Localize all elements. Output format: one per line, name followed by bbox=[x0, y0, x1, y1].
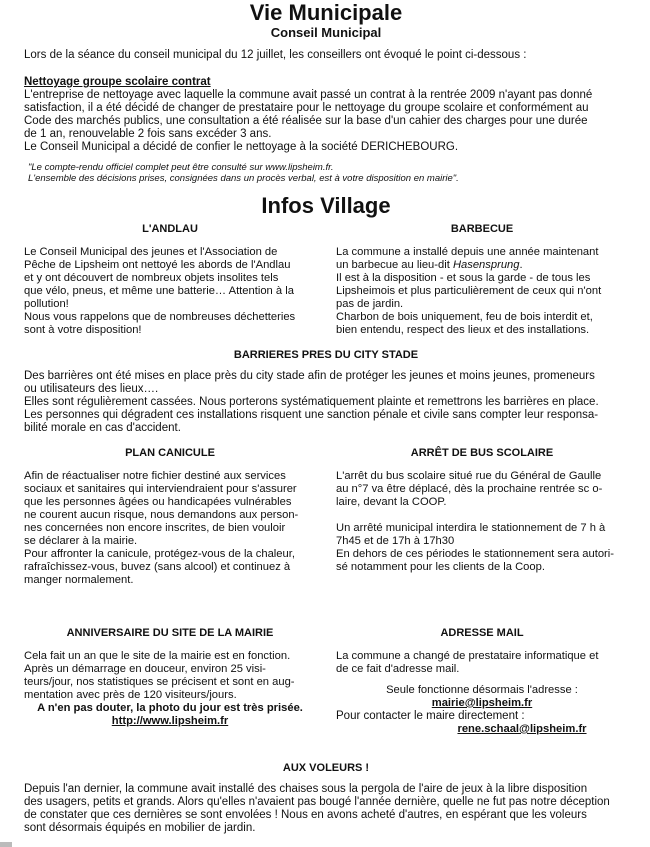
scan-corner-mark bbox=[0, 842, 12, 847]
bus-line: 7h45 et de 17h à 17h30 bbox=[336, 535, 455, 547]
andlau-line: que vélo, pneus, et même une batterie… Attention à la bbox=[24, 285, 294, 297]
nettoyage-line: de 1 an, renouvelable 2 fois sans excéder 3 ans. bbox=[24, 128, 272, 140]
page-title: Vie Municipale bbox=[249, 0, 403, 25]
andlau-line: Le Conseil Municipal des jeunes et l'Association de bbox=[24, 246, 278, 258]
barbecue-text: . bbox=[519, 259, 523, 271]
adresse-article bbox=[336, 627, 628, 736]
bus-heading: ARRÊT DE BUS SCOLAIRE bbox=[410, 447, 554, 459]
andlau-line: sont à votre disposition! bbox=[24, 324, 142, 336]
andlau-heading: L'ANDLAU bbox=[142, 223, 198, 235]
intro-text: Lors de la séance du conseil municipal du 12 juillet, les conseillers ont évoqué le point ci-dessous : bbox=[24, 49, 527, 61]
mairie-email-link[interactable]: mairie@lipsheim.fr bbox=[431, 697, 533, 709]
voleurs-line: Depuis l'an dernier, la commune avait installé des chaises sous la pergola de l'aire de jeux à la libre disposition bbox=[24, 783, 588, 795]
anniversaire-heading: ANNIVERSAIRE DU SITE DE LA MAIRIE bbox=[66, 627, 274, 639]
adresse-line: de ce fait d'adresse mail. bbox=[336, 663, 460, 675]
adresse-label: Seule fonctionne désormais l'adresse : bbox=[386, 684, 578, 696]
barbecue-heading: BARBECUE bbox=[450, 223, 514, 235]
anniversaire-line: mentation avec près de 120 visiteurs/jours. bbox=[24, 689, 237, 701]
canicule-heading: PLAN CANICULE bbox=[125, 447, 215, 459]
andlau-line: et y ont découvert de nombreux objets insolites tels bbox=[24, 272, 279, 284]
row-anniversaire-adresse bbox=[24, 627, 628, 736]
voleurs-line: des usagers, petits et grands. Alors qu'elles n'avaient pas bougé l'année dernière, quelle ne fut pas notre déception bbox=[24, 796, 610, 808]
canicule-line: manger normalement. bbox=[24, 574, 134, 586]
canicule-line: Afin de réactualiser notre fichier destiné aux services bbox=[24, 470, 286, 482]
barrieres-line: Les personnes qui dégradent ces installations risquent une sanction pénale et civile sans compter leur responsa- bbox=[24, 409, 599, 421]
nettoyage-line: satisfaction, il a été décidé de changer de prestataire pour le nettoyage du groupe scolaire et conformément au bbox=[24, 102, 589, 114]
barrieres-line: ou utilisateurs des lieux…. bbox=[24, 383, 159, 395]
barbecue-line: La commune a installé depuis une année maintenant bbox=[336, 246, 599, 258]
barrieres-line: bilité morale en cas d'accident. bbox=[24, 422, 181, 434]
canicule-line: rafraîchissez-vous, buvez (sans alcool) et continuez à bbox=[24, 561, 291, 573]
andlau-article bbox=[24, 223, 316, 337]
andlau-line: Pêche de Lipsheim ont nettoyé les abords de l'Andlau bbox=[24, 259, 291, 271]
barbecue-line bbox=[336, 259, 628, 272]
nettoyage-line: Le Conseil Municipal a décidé de confier le nettoyage à la société DERICHEBOURG. bbox=[24, 141, 459, 153]
canicule-line: Pour affronter la canicule, protégez-vous de la chaleur, bbox=[24, 548, 295, 560]
nettoyage-title: Nettoyage groupe scolaire contrat bbox=[24, 76, 211, 88]
barbecue-line: pas de jardin. bbox=[336, 298, 404, 310]
nettoyage-line: Code des marchés publics, une consultation a été réalisée sur la base d'un cahier des charges pour une durée bbox=[24, 115, 588, 127]
andlau-line: Nous vous rappelons que de nombreuses déchetteries bbox=[24, 311, 296, 323]
quote-line: L'ensemble des décisions prises, consignées dans un procès verbal, est à votre disposition en mairie". bbox=[28, 173, 459, 184]
official-report-note bbox=[28, 162, 628, 184]
bus-line: Un arrêté municipal interdira le stationnement de 7 h à bbox=[336, 522, 606, 534]
bus-article bbox=[336, 447, 628, 587]
bus-line: au n°7 va être déplacé, dès la prochaine rentrée sc o- bbox=[336, 483, 603, 495]
adresse-line: La commune a changé de prestataire informatique et bbox=[336, 650, 599, 662]
adresse-label: Pour contacter le maire directement : bbox=[336, 710, 525, 722]
barrieres-heading: BARRIERES PRES DU CITY STADE bbox=[233, 349, 419, 361]
anniversaire-line: teurs/jour, nos statistiques se précisent et sont en aug- bbox=[24, 676, 295, 688]
barrieres-line: Elles sont régulièrement cassées. Nous porterons systématiquement plainte et remettrons les barrières en place. bbox=[24, 396, 599, 408]
infos-village-title: Infos Village bbox=[261, 193, 391, 218]
barbecue-line: Lipsheimois et plus particulièrement de ceux qui n'ont bbox=[336, 285, 602, 297]
anniversaire-line: Après un démarrage en douceur, environ 25 visi- bbox=[24, 663, 266, 675]
voleurs-article bbox=[24, 762, 628, 835]
barbecue-line: Charbon de bois uniquement, feu de bois interdit et, bbox=[336, 311, 593, 323]
place-name: Hasensprung bbox=[452, 259, 520, 271]
canicule-line: ne courent aucun risque, nous demandons aux person- bbox=[24, 509, 299, 521]
barbecue-text: un barbecue au lieu-dit bbox=[336, 259, 453, 271]
bus-line: L'arrêt du bus scolaire situé rue du Général de Gaulle bbox=[336, 470, 602, 482]
bus-line: laire, devant la COOP. bbox=[336, 496, 447, 508]
bus-line: sé notamment pour les clients de la Coop. bbox=[336, 561, 545, 573]
canicule-line: que les personnes âgées ou handicapées vulnérables bbox=[24, 496, 292, 508]
page-subtitle: Conseil Municipal bbox=[270, 25, 382, 40]
voleurs-heading: AUX VOLEURS ! bbox=[282, 762, 370, 774]
barbecue-line: bien entendu, respect des lieux et des installations. bbox=[336, 324, 590, 336]
andlau-line: pollution! bbox=[24, 298, 69, 310]
barrieres-line: Des barrières ont été mises en place près du city stade afin de protéger les jeunes et moins jeunes, promeneurs bbox=[24, 370, 595, 382]
barbecue-line: Il est à la disposition - et sous la garde - de tous les bbox=[336, 272, 591, 284]
row-canicule-bus bbox=[24, 447, 628, 587]
nettoyage-line: L'entreprise de nettoyage avec laquelle la commune avait passé un contrat à la rentrée 2009 n'ayant pas donné bbox=[24, 89, 593, 101]
website-link[interactable]: http://www.lipsheim.fr bbox=[111, 715, 229, 727]
nettoyage-section bbox=[24, 76, 628, 184]
voleurs-line: de constater que ces dernières se sont envolées ! Nous en avons acheté d'autres, en espérant que les voleurs bbox=[24, 809, 587, 821]
anniversaire-article bbox=[24, 627, 316, 736]
barbecue-article bbox=[336, 223, 628, 337]
bus-line: En dehors de ces périodes le stationnement sera autori- bbox=[336, 548, 614, 560]
voleurs-line: sont désormais équipés en mobilier de jardin. bbox=[24, 822, 256, 834]
anniversaire-line: Cela fait un an que le site de la mairie est en fonction. bbox=[24, 650, 291, 662]
row-andlau-barbecue bbox=[24, 223, 628, 337]
maire-email-link[interactable]: rene.schaal@lipsheim.fr bbox=[457, 723, 587, 735]
adresse-heading: ADRESSE MAIL bbox=[440, 627, 524, 639]
canicule-line: nes concernées non encore inscrites, de bien vouloir bbox=[24, 522, 286, 534]
canicule-article bbox=[24, 447, 316, 587]
quote-line: "Le compte-rendu officiel complet peut être consulté sur www.lipsheim.fr. bbox=[28, 162, 334, 173]
photo-du-jour-note: A n'en pas douter, la photo du jour est très prisée. bbox=[37, 702, 303, 714]
barrieres-article bbox=[24, 349, 628, 435]
canicule-line: sociaux et sanitaires qui interviendraient pour s'assurer bbox=[24, 483, 297, 495]
canicule-line: se déclarer à la mairie. bbox=[24, 535, 138, 547]
